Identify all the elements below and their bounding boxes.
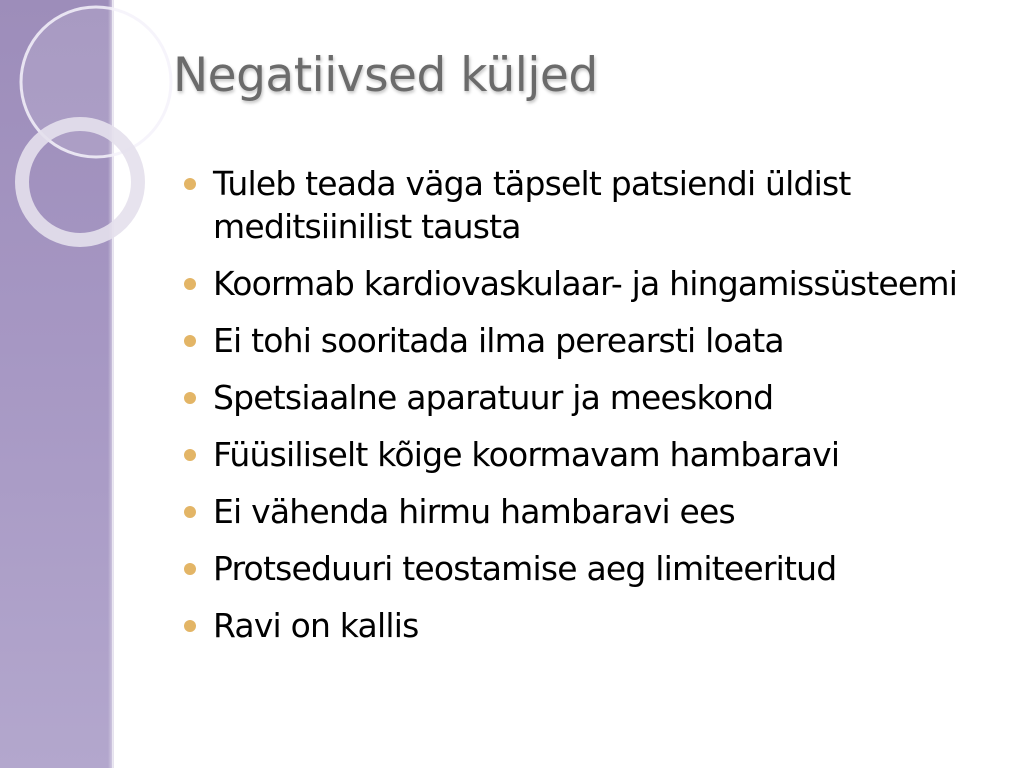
bullet-item xyxy=(182,604,982,647)
bullet-dot-icon xyxy=(184,506,196,518)
bullet-item xyxy=(182,162,982,248)
bullet-dot-icon xyxy=(184,278,196,290)
bullet-text: Füüsiliselt kõige koormavam hambaravi xyxy=(213,435,840,474)
bullet-text: Ei tohi sooritada ilma perearsti loata xyxy=(213,321,784,360)
slide-title: Negatiivsed küljed xyxy=(173,48,598,103)
bullet-list xyxy=(182,162,982,661)
bullet-text: Tuleb teada väga täpselt patsiendi üldist meditsiinilist tausta xyxy=(213,164,851,246)
bullet-dot-icon xyxy=(184,335,196,347)
bullet-dot-icon xyxy=(184,178,196,190)
bullet-dot-icon xyxy=(184,563,196,575)
bullet-item xyxy=(182,490,982,533)
bullet-dot-icon xyxy=(184,449,196,461)
bullet-text: Protseduuri teostamise aeg limiteeritud xyxy=(213,549,837,588)
bullet-item xyxy=(182,376,982,419)
bullet-dot-icon xyxy=(184,392,196,404)
decorative-circles xyxy=(0,0,180,280)
bullet-text: Koormab kardiovaskulaar- ja hingamissüsteemi xyxy=(213,264,958,303)
bullet-dot-icon xyxy=(184,620,196,632)
bullet-item xyxy=(182,547,982,590)
bullet-item xyxy=(182,433,982,476)
bullet-item xyxy=(182,262,982,305)
bullet-text: Ravi on kallis xyxy=(213,606,419,645)
bullet-text: Ei vähenda hirmu hambaravi ees xyxy=(213,492,735,531)
bullet-item xyxy=(182,319,982,362)
bullet-text: Spetsiaalne aparatuur ja meeskond xyxy=(213,378,774,417)
